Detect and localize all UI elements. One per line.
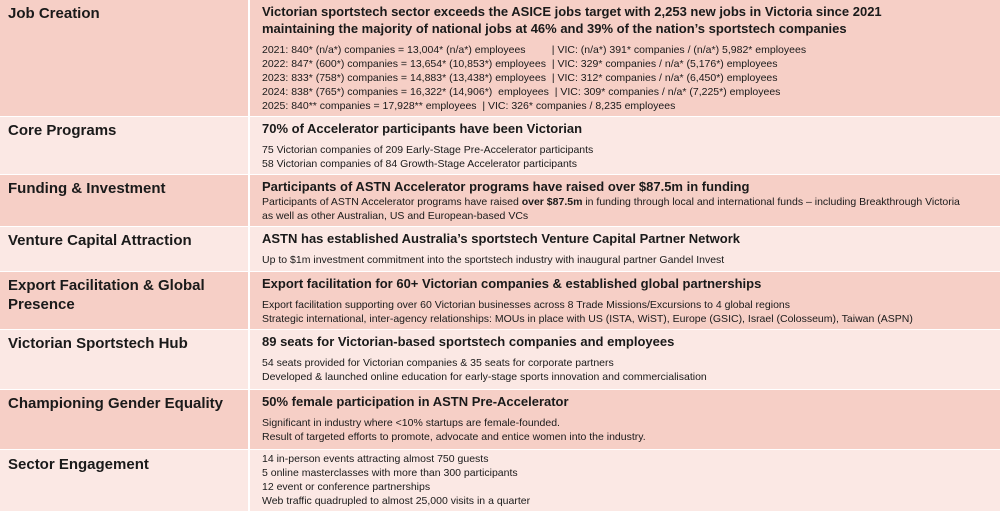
detail-line: 2021: 840* (n/a*) companies = 13,004* (n/a*) employees | VIC: (n/a*) 391* companies / (n/a*) 5,982* employees [262,44,807,56]
detail-line: Strategic international, inter-agency relationships: MOUs in place with US (ISTA, WiST), Europe (GSIC), Israel (Colosseum), Taiwan (ASPN) [262,313,913,325]
row-headline: ASTN has established Australia’s sportstech Venture Capital Partner Network [262,231,741,246]
row-core-programs [0,117,1000,175]
row-label: Sector Engagement [0,450,250,511]
detail-line [262,195,992,209]
row-sector-engagement [0,450,1000,511]
row-label: Core Programs [0,117,250,174]
detail-emphasis: over $87.5m [521,196,583,208]
detail-line: Result of targeted efforts to promote, advocate and entice women into the industry. [262,431,646,443]
row-label: Funding & Investment [0,175,250,226]
detail-line: 5 online masterclasses with more than 300 participants [262,467,518,479]
row-headline: 70% of Accelerator participants have been Victorian [262,121,583,136]
row-headline: Export facilitation for 60+ Victorian companies & established global partnerships [262,276,762,291]
detail-line: 2023: 833* (758*) companies = 14,883* (13,438*) employees | VIC: 312* companies / n/a* (6,450*) employees [262,72,778,84]
detail-line: 54 seats provided for Victorian companies & 35 seats for corporate partners [262,357,614,369]
detail-line: 58 Victorian companies of 84 Growth-Stage Accelerator participants [262,158,577,170]
row-sportstech-hub [0,330,1000,390]
row-headline: 50% female participation in ASTN Pre-Accelerator [262,394,569,409]
detail-line: as well as other Australian, US and European-based VCs [262,210,529,222]
row-gender-equality [0,390,1000,450]
row-content [252,330,1000,389]
row-label [0,272,250,329]
row-content [252,117,1000,174]
row-headline: 89 seats for Victorian-based sportstech companies and employees [262,334,675,349]
detail-line: Web traffic quadrupled to almost 25,000 visits in a quarter [262,495,531,507]
detail-line: 2025: 840** companies = 17,928** employees | VIC: 326* companies / 8,235 employees [262,100,676,112]
row-headline: maintaining the majority of national jobs at 46% and 39% of the nation’s sportstech companies [262,21,847,36]
detail-text: in funding through local and international funds – including Breakthrough Victoria [582,196,960,208]
row-export-facilitation [0,272,1000,330]
row-label-line: Export Facilitation & Global [8,277,205,294]
detail-line: 2024: 838* (765*) companies = 16,322* (14,906*) employees | VIC: 309* companies / n/a* (7,225*) employees [262,86,781,98]
detail-line: 14 in-person events attracting almost 750 guests [262,453,489,465]
row-label: Victorian Sportstech Hub [0,330,250,389]
row-job-creation [0,0,1000,117]
row-content [252,0,1000,116]
row-label: Venture Capital Attraction [0,227,250,271]
row-content [252,272,1000,329]
row-label-line: Presence [8,296,75,313]
row-content [252,390,1000,449]
row-content [252,227,1000,271]
detail-line: Developed & launched online education for early-stage sports innovation and commercialisation [262,371,707,383]
detail-line: 75 Victorian companies of 209 Early-Stage Pre-Accelerator participants [262,144,594,156]
row-headline: Victorian sportstech sector exceeds the ASICE jobs target with 2,253 new jobs in Victoria since 2021 [262,4,882,19]
detail-line: Export facilitation supporting over 60 Victorian businesses across 8 Trade Missions/Excursions to 4 global regions [262,299,790,311]
row-content [252,450,1000,511]
detail-line: 2022: 847* (600*) companies = 13,654* (10,853*) employees | VIC: 329* companies / n/a* (5,176*) employees [262,58,778,70]
detail-text: Participants of ASTN Accelerator programs have raised [262,196,522,208]
detail-line: 12 event or conference partnerships [262,481,431,493]
row-funding-investment [0,175,1000,227]
row-headline: Participants of ASTN Accelerator programs have raised over $87.5m in funding [262,179,750,194]
row-label: Championing Gender Equality [0,390,250,449]
detail-line: Up to $1m investment commitment into the sportstech industry with inaugural partner Gandel Invest [262,254,725,266]
detail-line: Significant in industry where <10% startups are female-founded. [262,417,560,429]
row-content [252,175,1000,226]
row-venture-capital [0,227,1000,272]
row-label: Job Creation [0,0,250,116]
